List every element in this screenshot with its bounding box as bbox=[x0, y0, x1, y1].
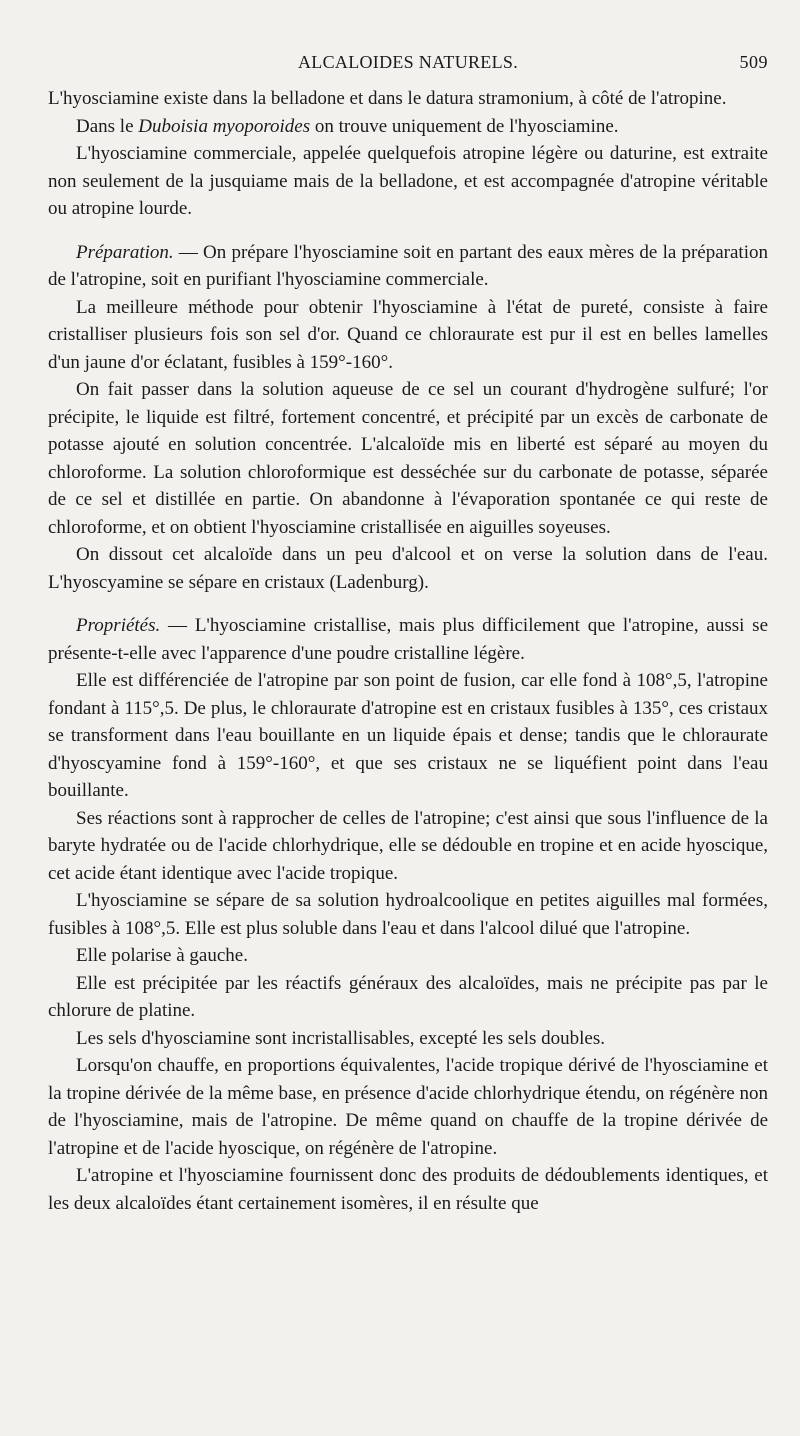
paragraph bbox=[48, 376, 768, 541]
paragraph bbox=[48, 140, 768, 223]
running-head bbox=[48, 52, 768, 74]
page-number: 509 bbox=[739, 52, 768, 72]
paragraph-text: — On prépare l'hyosciamine soit en partant des eaux mères de la préparation de l'atropine, soit en purifiant l'hyosciamine commerciale. bbox=[48, 241, 768, 290]
paragraph-text: Elle polarise à gauche. bbox=[76, 945, 248, 966]
paragraph-text: Ses réactions sont à rapprocher de celles de l'atropine; c'est ainsi que sous l'influence de la baryte hydratée ou de l'acide chlorhydrique, elle se dédouble en tropine et en acide hyoscique, cet acide étant identique avec l'acide tropique. bbox=[48, 807, 768, 884]
paragraph bbox=[48, 887, 768, 942]
paragraph bbox=[48, 1052, 768, 1162]
paragraph-text: L'hyosciamine commerciale, appelée quelquefois atropine légère ou daturine, est extraite non seulement de la jusquiame mais de la belladone, et est accompagnée d'atropine véritable ou atropine lourde. bbox=[48, 143, 768, 219]
paragraph bbox=[48, 113, 768, 141]
paragraph-text: On fait passer dans la solution aqueuse de ce sel un courant d'hydrogène sulfuré; l'or précipite, le liquide est filtré, fortement concentré, et précipité par un excès de carbonate de potasse ajouté en solution concentrée. L'alcaloïde mis en liberté est séparé au moyen du chloroforme. La solution chloroformique est desséchée sur du carbonate de potasse, séparée de ce sel et distillée en partie. On abandonne à l'évaporation spontanée ce qui reste de chloroforme, et on obtient l'hyosciamine cristallisée en aiguilles soyeuses. bbox=[48, 379, 768, 538]
paragraph-text: L'hyosciamine se sépare de sa solution hydroalcoolique en petites aiguilles mal formées, fusibles à 108°,5. Elle est plus soluble dans l'eau et dans l'alcool dilué que l'atropine. bbox=[48, 890, 768, 939]
paragraph-text: Elle est précipitée par les réactifs généraux des alcaloïdes, mais ne précipite pas par le chlorure de platine. bbox=[48, 972, 768, 1021]
paragraph bbox=[48, 1162, 768, 1217]
paragraph-text: L'hyosciamine existe dans la belladone et dans le datura stramonium, à côté de l'atropine. bbox=[48, 88, 727, 109]
running-title: ALCALOIDES NATURELS. bbox=[298, 52, 518, 72]
paragraph bbox=[48, 294, 768, 377]
paragraph-text: On dissout cet alcaloïde dans un peu d'alcool et on verse la solution dans de l'eau. L'hyoscyamine se sépare en cristaux (Ladenburg). bbox=[48, 544, 768, 593]
paragraph bbox=[48, 239, 768, 294]
paragraph-text: — L'hyosciamine cristallise, mais plus difficilement que l'atropine, aussi se présente-t-elle avec l'apparence d'une poudre cristalline légère. bbox=[48, 615, 768, 664]
paragraph bbox=[48, 667, 768, 805]
paragraph bbox=[48, 541, 768, 596]
paragraph-text: La meilleure méthode pour obtenir l'hyosciamine à l'état de pureté, consiste à faire cristalliser plusieurs fois son sel d'or. Quand ce chloraurate est pur il est en belles lamelles d'un jaune d'or éclatant, fusibles à 159°-160°. bbox=[48, 296, 768, 373]
paragraph bbox=[48, 1025, 768, 1053]
section-heading: Propriétés. bbox=[76, 615, 161, 636]
paragraph bbox=[48, 85, 768, 113]
body-text bbox=[48, 85, 768, 1217]
paragraph bbox=[48, 612, 768, 667]
section-heading: Préparation. bbox=[76, 241, 174, 263]
species-name: Duboisia myoporoides bbox=[138, 115, 311, 137]
paragraph-text: L'atropine et l'hyosciamine fournissent donc des produits de dédoublements identiques, et les deux alcaloïdes étant certainement isomères, il en résulte que bbox=[48, 1165, 768, 1214]
paragraph bbox=[48, 805, 768, 888]
paragraph-text: Les sels d'hyosciamine sont incristallisables, excepté les sels doubles. bbox=[76, 1027, 605, 1049]
paragraph bbox=[48, 942, 768, 970]
paragraph bbox=[48, 970, 768, 1025]
paragraph-text: on trouve uniquement de l'hyosciamine. bbox=[310, 115, 619, 137]
paragraph-text: Lorsqu'on chauffe, en proportions équivalentes, l'acide tropique dérivé de l'hyosciamine et la tropine dérivée de la même base, en présence d'acide chlorhydrique étendu, on régénère non de l'hyosciamine, mais de l'atropine. De même quand on chauffe de la tropine dérivée de l'atropine et de l'acide hyoscique, on régénère de l'atropine. bbox=[48, 1055, 768, 1159]
paragraph-text: Elle est différenciée de l'atropine par son point de fusion, car elle fond à 108°,5, l'atropine fondant à 115°,5. De plus, le chloraurate d'atropine est en cristaux fusibles à 135°, ces cristaux se transforment dans l'eau bouillante en un liquide épais et dense; tandis que le chloraurate d'hyoscyamine fond à 159°-160°, et que ses cristaux ne se liquéfient point dans l'eau bouillante. bbox=[48, 670, 768, 801]
paragraph-prefix: Dans le bbox=[76, 115, 139, 137]
